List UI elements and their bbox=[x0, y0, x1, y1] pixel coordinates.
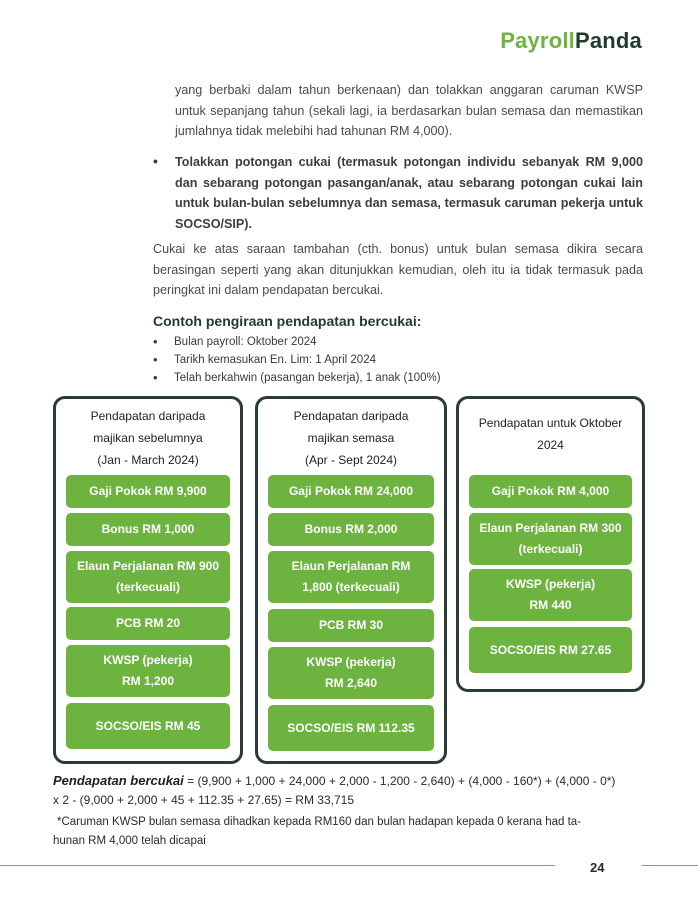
bonus-paragraph: Cukai ke atas saraan tambahan (cth. bonus) untuk bulan semasa dikira secara berasingan seperti yang akan ditunjukkan kemudian, oleh itu ia tidak termasuk pada peringkat ini dalam pendapatan bercukai. bbox=[153, 242, 643, 297]
item-text: 1,800 (terkecuali) bbox=[302, 580, 400, 594]
list-item bbox=[153, 351, 441, 369]
item-text: RM 2,640 bbox=[324, 676, 378, 690]
item-text: Bonus RM 2,000 bbox=[304, 522, 398, 536]
box-title bbox=[459, 412, 642, 456]
box-title bbox=[258, 405, 444, 471]
footnote-line1: *Caruman KWSP bulan semasa dihadkan kepada RM160 dan bulan hadapan kepada 0 kerana had ta- bbox=[57, 816, 582, 828]
list-item-text: Tarikh kemasukan En. Lim: 1 April 2024 bbox=[174, 354, 376, 366]
item-kwsp bbox=[268, 647, 434, 699]
item-basic-salary bbox=[66, 475, 230, 508]
example-heading: Contoh pengiraan pendapatan bercukai: bbox=[153, 313, 422, 329]
item-text: PCB RM 20 bbox=[115, 616, 180, 630]
item-text: Gaji Pokok RM 4,000 bbox=[491, 484, 610, 498]
list-item-text: Bulan payroll: Oktober 2024 bbox=[174, 336, 317, 348]
logo-part-payroll: Payroll bbox=[500, 28, 575, 53]
box-title-line: majikan semasa bbox=[307, 431, 395, 445]
item-pcb bbox=[268, 609, 434, 642]
box-title-line: (Apr - Sept 2024) bbox=[304, 453, 398, 467]
bullet-dot-icon: • bbox=[153, 352, 158, 367]
box-title-line: Pendapatan daripada bbox=[293, 409, 409, 423]
page-number: 24 bbox=[590, 860, 605, 875]
item-text: KWSP (pekerja) bbox=[306, 655, 396, 669]
item-travel-allowance bbox=[66, 551, 230, 603]
payrollpanda-logo bbox=[500, 28, 642, 54]
item-text: Elaun Perjalanan RM 300 bbox=[479, 521, 622, 535]
item-text: (terkecuali) bbox=[115, 580, 181, 594]
footnote-line2: hunan RM 4,000 telah dicapai bbox=[53, 835, 206, 847]
item-bonus bbox=[66, 513, 230, 546]
footnote bbox=[53, 813, 643, 851]
item-text: Elaun Perjalanan RM bbox=[291, 559, 411, 573]
item-kwsp bbox=[469, 569, 632, 621]
bullet-dot-icon: • bbox=[153, 334, 158, 349]
item-bonus bbox=[268, 513, 434, 546]
item-basic-salary bbox=[469, 475, 632, 508]
formula-line2: x 2 - (9,000 + 2,000 + 45 + 112.35 + 27.65) = RM 33,715 bbox=[53, 793, 354, 807]
item-text: Elaun Perjalanan RM 900 bbox=[76, 559, 220, 573]
item-kwsp bbox=[66, 645, 230, 697]
item-text: KWSP (pekerja) bbox=[505, 577, 596, 591]
formula-label: Pendapatan bercukai bbox=[53, 773, 184, 788]
list-item-text: Telah berkahwin (pasangan bekerja), 1 anak (100%) bbox=[174, 372, 441, 384]
list-item bbox=[153, 333, 441, 351]
taxable-income-formula bbox=[53, 771, 653, 810]
footer-divider-left bbox=[0, 865, 555, 866]
box-current-employer bbox=[255, 396, 447, 764]
example-list bbox=[153, 333, 441, 387]
item-socso-eis bbox=[469, 627, 632, 673]
bullet-dot-icon: • bbox=[153, 153, 158, 169]
item-travel-allowance bbox=[268, 551, 434, 603]
box-title-line: (Jan - March 2024) bbox=[97, 453, 199, 467]
box-previous-employer bbox=[53, 396, 243, 764]
item-text: Gaji Pokok RM 24,000 bbox=[288, 484, 414, 498]
item-text: Bonus RM 1,000 bbox=[101, 522, 195, 536]
box-title-line: Pendapatan daripada bbox=[90, 409, 206, 423]
bullet-text: Tolakkan potongan cukai (termasuk potongan individu sebanyak RM 9,000 dan sebarang potongan pasangan/anak, atau sebarang potongan cukai lain untuk bulan-bulan sebelumnya dan semasa, termasuk caruman pekerja untuk SOCSO/SIP). bbox=[175, 155, 643, 231]
item-text: SOCSO/EIS RM 112.35 bbox=[287, 720, 415, 735]
item-basic-salary bbox=[268, 475, 434, 508]
list-item bbox=[153, 369, 441, 387]
box-october-income bbox=[456, 396, 645, 692]
box-title bbox=[56, 405, 240, 471]
item-text: KWSP (pekerja) bbox=[103, 653, 193, 667]
intro-paragraph: yang berbaki dalam tahun berkenaan) dan tolakkan anggaran caruman KWSP untuk sepanjang tahun (sekali lagi, ia berdasarkan bulan semasa dan memastikan jumlahnya tidak melebihi had tahunan RM 4,000). bbox=[175, 83, 643, 138]
box-title-line: 2024 bbox=[537, 438, 564, 452]
item-text: RM 440 bbox=[529, 598, 572, 612]
item-travel-allowance bbox=[469, 513, 632, 565]
item-text: SOCSO/EIS RM 45 bbox=[95, 718, 201, 733]
item-text: SOCSO/EIS RM 27.65 bbox=[489, 642, 612, 657]
bullet-dot-icon: • bbox=[153, 370, 158, 385]
item-text: PCB RM 30 bbox=[318, 618, 383, 632]
logo-part-panda: Panda bbox=[574, 28, 642, 53]
box-title-line: majikan sebelumnya bbox=[93, 431, 203, 445]
bullet-deductions bbox=[153, 152, 643, 234]
item-socso-eis bbox=[66, 703, 230, 749]
box-title-line: Pendapatan untuk Oktober bbox=[478, 416, 623, 430]
item-text: (terkecuali) bbox=[518, 542, 583, 556]
item-pcb bbox=[66, 607, 230, 640]
footer-divider-right bbox=[642, 865, 698, 866]
formula-line1: = (9,900 + 1,000 + 24,000 + 2,000 - 1,200 - 2,640) + (4,000 - 160*) + (4,000 - 0*) bbox=[183, 774, 616, 788]
item-text: RM 1,200 bbox=[121, 674, 175, 688]
item-socso-eis bbox=[268, 705, 434, 751]
item-text: Gaji Pokok RM 9,900 bbox=[89, 484, 207, 498]
